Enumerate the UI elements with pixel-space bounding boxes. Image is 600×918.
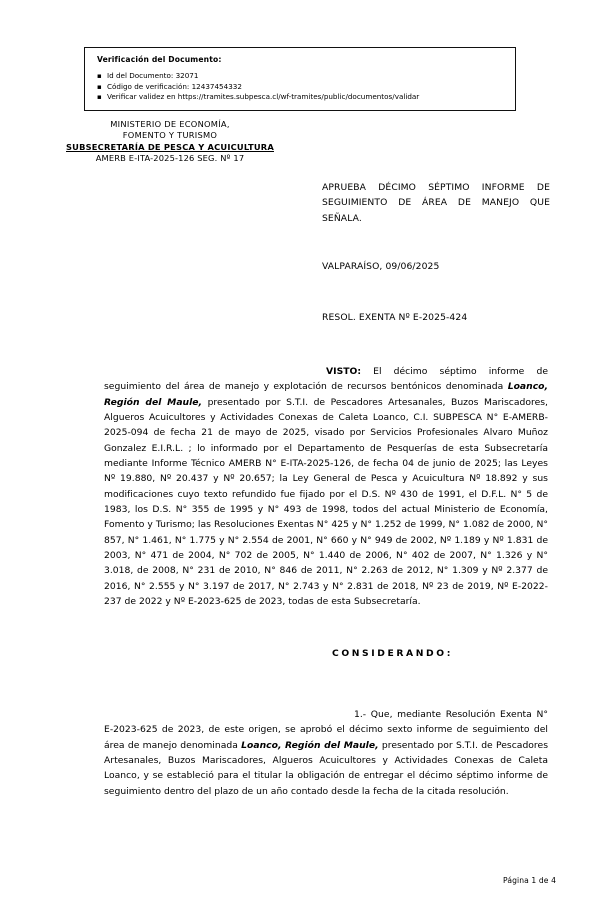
amerb-code: AMERB E-ITA-2025-126 SEG. Nº 17 <box>95 153 245 164</box>
verification-item-id <box>97 71 505 82</box>
bullet-icon: ▪ <box>97 72 102 80</box>
verification-item-text: Verificar validez en https://tramites.subpesca.cl/wf-tramites/public/documentos/validar <box>107 92 420 102</box>
verification-item-code <box>97 82 505 93</box>
considerando-heading: CONSIDERANDO: <box>332 648 453 659</box>
verification-item-url <box>97 92 505 103</box>
bullet-icon: ▪ <box>97 82 102 91</box>
letterhead <box>0 119 340 165</box>
subsecretaria-heading: SUBSECRETARÍA DE PESCA Y ACUICULTURA <box>66 141 274 152</box>
bullet-icon: ▪ <box>97 93 102 102</box>
verification-title: Verificación del Documento: <box>97 55 222 64</box>
considerando-paragraph-1 <box>104 707 548 799</box>
resolution-number: RESOL. EXENTA Nº E-2025-424 <box>322 312 468 323</box>
considerando-text-part-1: 1.- Que, mediante Resolución Exenta N° E-2023-625 de 2023, de este origen, se aprobó el décimo sexto informe de seguimiento del área de manejo denominada <box>104 709 548 751</box>
visto-keyword: VISTO: <box>326 366 362 377</box>
considerando-text-part-2: presentado por S.T.I. de Pescadores Artesanales, Buzos Mariscadores, Algueros Acuicultores y Actividades Conexas de Caleta Loanco, y se estableció para el titular la obligación de entregar el décimo séptimo informe de seguimiento dentro del plazo de un año contado desde la fecha de la citada resolución. <box>104 739 549 797</box>
verification-item-text: Id del Documento: 32071 <box>107 71 199 80</box>
visto-text-part-2: presentado por S.T.I. de Pescadores Artesanales, Buzos Mariscadores, Algueros Acuicultores y Actividades Conexas de Caleta Loanco, C.I. SUBPESCA N° E-AMERB-2025-094 de fecha 21 de mayo de 2025, visado por Servicios Profesionales Alvaro Muñoz Gonzalez E.I.R.L. ; lo informado por el Departamento de Pesquerías de esta Subsecretaría mediante Informe Técnico AMERB N° E-ITA-2025-126, de fecha 04 de junio de 2025; las Leyes Nº 19.880, Nº 20.437 y Nº 20.657; la Ley General de Pesca y Acuicultura Nº 18.892 y sus modificaciones cuyo texto refundido fue fijado por el D.S. Nº 430 de 1991, el D.F.L. N° 5 de 1983, los D.S. N° 355 de 1995 y N° 493 de 1998, todos del actual Ministerio de Economía, Fomento y Turismo; las Resoluciones Exentas N° 425 y N° 1.252 de 1999, N° 1.082 de 2000, N° 857, N° 1.461, N° 1.775 y N° 2.554 de 2001, N° 660 y N° 949 de 2002, Nº 1.189 y Nº 1.831 de 2003, N° 471 de 2004, N° 702 de 2005, N° 1.440 de 2006, N° 402 de 2007, N° 1.326 y N° 3.018, de 2008, N° 231 de 2010, N° 846 de 2011, N° 2.263 de 2012, N° 1.309 y Nº 2.377 de 2016, N° 2.555 y N° 3.197 de 2017, N° 2.743 y N° 2.831 de 2018, Nº 23 de 2019, Nº E-2022-237 de 2022 y Nº E-2023-625 de 2023, todas de esta Subsecretaría. <box>104 396 548 608</box>
visto-paragraph <box>104 364 548 610</box>
ministry-line-1: MINISTERIO DE ECONOMÍA, <box>110 119 230 129</box>
ministry-line-2: FOMENTO Y TURISMO <box>122 130 218 141</box>
visto-text-part-1: El décimo séptimo informe de seguimiento del área de manejo y explotación de recursos bentónicos denominada <box>104 366 548 393</box>
footer-page-number: Página 1 de 4 <box>503 876 556 885</box>
verification-item-text: Código de verificación: 12437454332 <box>107 81 242 91</box>
verification-box <box>84 47 516 111</box>
considerando-area-name: Loanco, Región del Maule, <box>241 739 379 751</box>
visto-area-name: Loanco, Región del Maule, <box>104 381 548 408</box>
place-date: VALPARAÍSO, 09/06/2025 <box>322 261 440 272</box>
subject-block: APRUEBA DÉCIMO SÉPTIMO INFORME DE SEGUIMIENTO DE ÁREA DE MANEJO QUE SEÑALA. <box>322 182 550 224</box>
verification-list <box>97 71 505 103</box>
